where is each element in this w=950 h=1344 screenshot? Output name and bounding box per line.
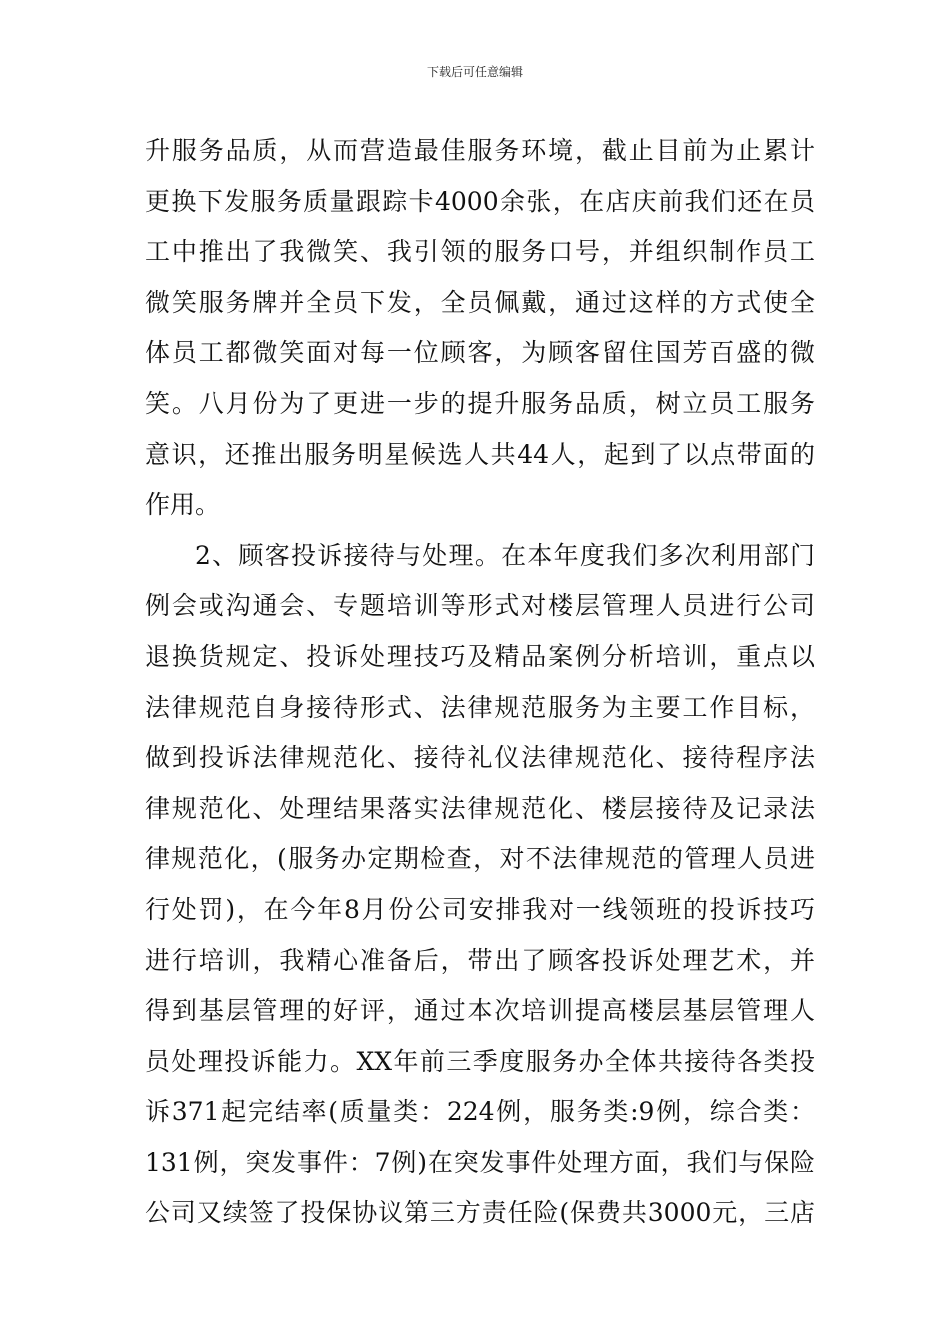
page-header-note: 下载后可任意编辑 <box>426 65 523 79</box>
paragraph-2-line: 行处罚)，在今年8月份公司安排我对一线领班的投诉技巧 <box>145 894 815 924</box>
paragraph-1-line: 意识，还推出服务明星候选人共44人，起到了以点带面的 <box>145 439 815 469</box>
paragraph-2-line: 公司又续签了投保协议第三方责任险(保费共3000元，三店 <box>145 1198 815 1228</box>
paragraph-2-line: 退换货规定、投诉处理技巧及精品案例分析培训，重点以 <box>145 641 815 671</box>
paragraph-1-line: 体员工都微笑面对每一位顾客，为顾客留住国芳百盛的微 <box>145 338 815 368</box>
paragraph-2-line: 律规范化，(服务办定期检查，对不法律规范的管理人员进 <box>145 844 815 874</box>
paragraph-1-line: 升服务品质，从而营造最佳服务环境，截止目前为止累计 <box>145 136 815 165</box>
paragraph-1-line: 作用。 <box>145 490 221 520</box>
paragraph-2-line: 例会或沟通会、专题培训等形式对楼层管理人员进行公司 <box>145 591 815 621</box>
paragraph-2-line: 做到投诉法律规范化、接待礼仪法律规范化、接待程序法 <box>145 743 815 773</box>
paragraph-2-line: 131例，突发事件：7例)在突发事件处理方面，我们与保险 <box>145 1147 815 1177</box>
paragraph-2-line: 进行培训，我精心准备后，带出了顾客投诉处理艺术，并 <box>145 945 815 975</box>
paragraph-2-line: 2、顾客投诉接待与处理。在本年度我们多次利用部门 <box>195 540 815 570</box>
paragraph-1-line: 微笑服务牌并全员下发，全员佩戴，通过这样的方式使全 <box>145 287 815 317</box>
paragraph-2-line: 法律规范自身接待形式、法律规范服务为主要工作目标， <box>145 692 815 722</box>
paragraph-1-line: 工中推出了我微笑、我引领的服务口号，并组织制作员工 <box>145 237 815 267</box>
paragraph-2-line: 律规范化、处理结果落实法律规范化、楼层接待及记录法 <box>145 793 815 823</box>
paragraph-2-line: 得到基层管理的好评，通过本次培训提高楼层基层管理人 <box>145 996 815 1026</box>
paragraph-1-line: 笑。八月份为了更进一步的提升服务品质，树立员工服务 <box>145 388 815 418</box>
document-body <box>145 126 815 1239</box>
paragraph-1-line: 更换下发服务质量跟踪卡4000余张，在店庆前我们还在员 <box>145 186 815 216</box>
paragraph-2-line: 诉371起完结率(质量类：224例，服务类:9例，综合类： <box>145 1097 815 1127</box>
paragraph-2-line: 员处理投诉能力。XX年前三季度服务办全体共接待各类投 <box>145 1046 815 1076</box>
